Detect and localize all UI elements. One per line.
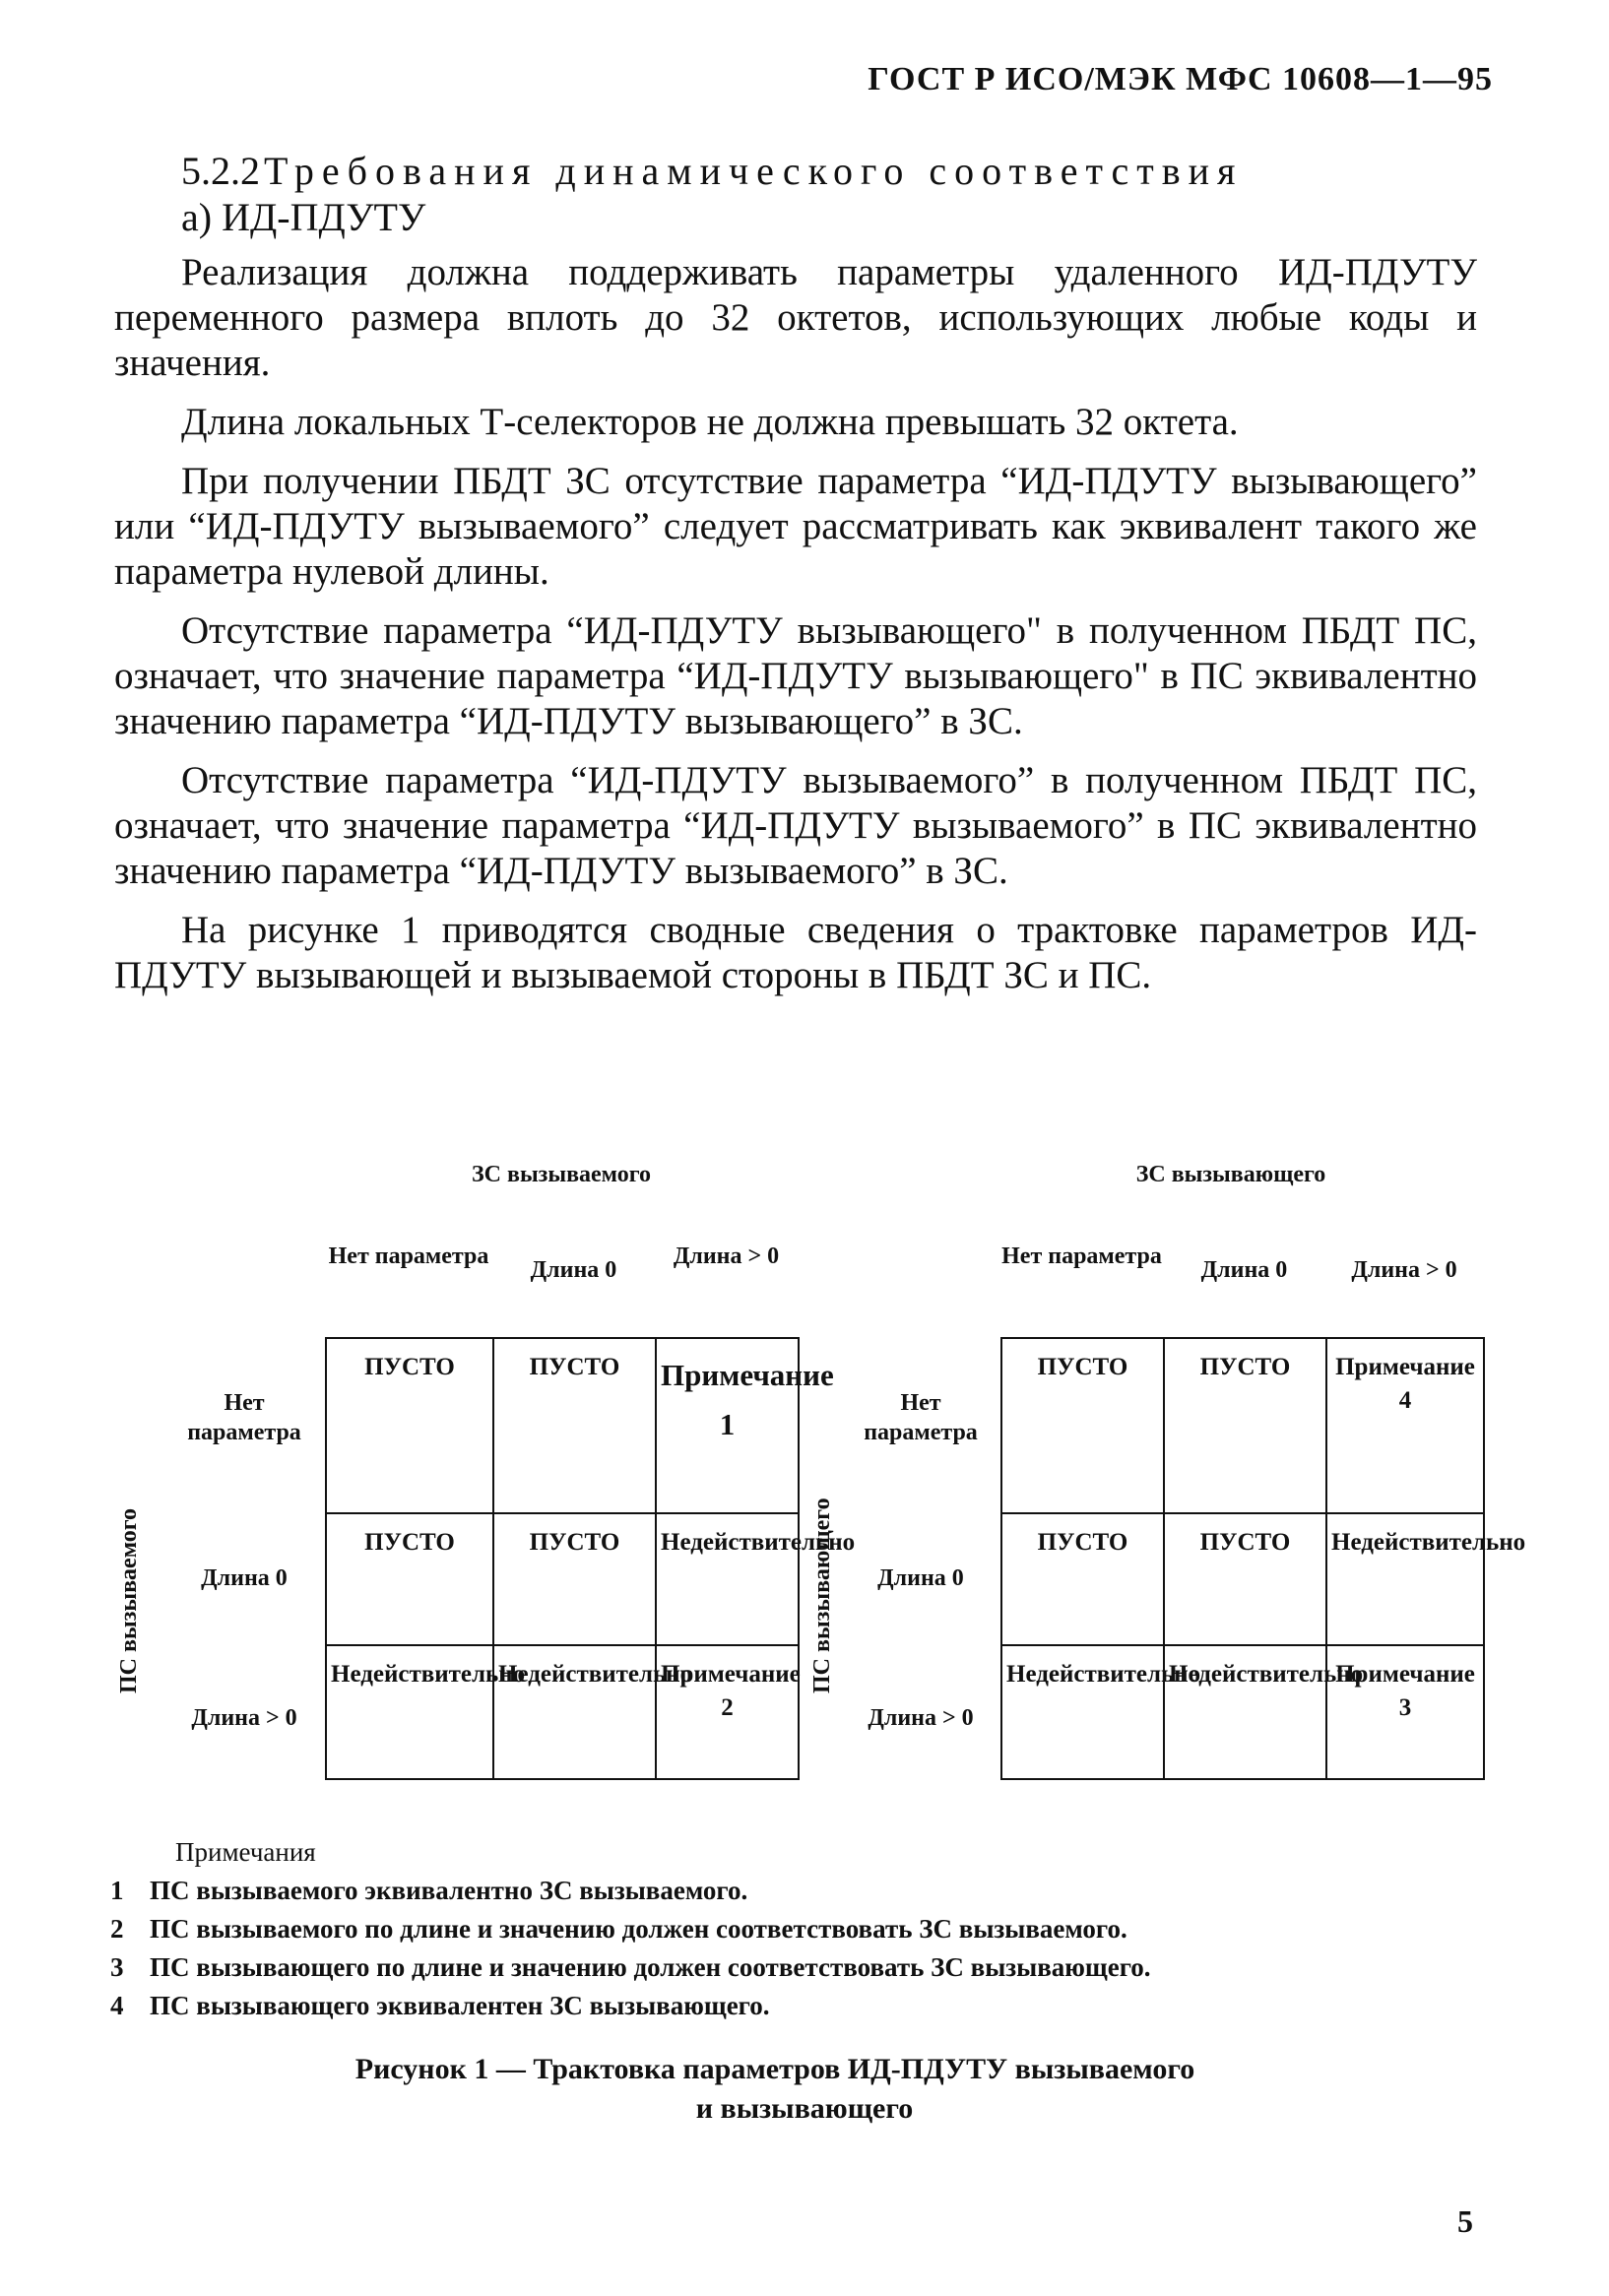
row-header: Длина > 0 <box>868 1705 974 1731</box>
col-header: Длина 0 <box>530 1257 617 1283</box>
table-cell: ПУСТО <box>1164 1338 1326 1513</box>
note-item <box>110 1948 1509 1987</box>
notes-title: Примечания <box>175 1837 316 1867</box>
note-number: 4 <box>110 1991 124 2020</box>
table-cell: Недействительно <box>326 1645 493 1779</box>
table-cell: ПУСТО <box>326 1338 493 1513</box>
paragraph: Реализация должна поддерживать параметры удаленного ИД-ПДУТУ переменного размера вплоть до 32 октетов, использующих любые коды и значения. <box>114 251 1477 384</box>
table-cell: Недействительно <box>656 1513 799 1645</box>
table-cell: ПУСТО <box>1001 1513 1164 1645</box>
caption-line: Рисунок 1 — Трактовка параметров ИД-ПДУТУ вызываемого <box>354 2053 1195 2085</box>
notes <box>110 1833 1509 2025</box>
section-number: 5.2.2 <box>181 149 260 193</box>
side-label: ПС вызывающего <box>809 1498 835 1693</box>
note-text: ПС вызывающего по длине и значению должен соответствовать ЗС вызывающего. <box>150 1952 1151 1982</box>
table-cell: ПУСТО <box>1001 1338 1164 1513</box>
paragraph: На рисунке 1 приводятся сводные сведения о трактовке параметров ИД-ПДУТУ вызывающей и вызываемой стороны в ПБДТ ЗС и ПС. <box>114 909 1477 996</box>
section-title: Требования динамического соответствия <box>264 149 1244 193</box>
note-number: 3 <box>110 1952 124 1982</box>
table-cell: Недействительно <box>1326 1513 1484 1645</box>
body-text <box>114 148 1477 1012</box>
row-header: Длина 0 <box>877 1565 964 1591</box>
document-header: ГОСТ Р ИСО/МЭК МФС 10608—1—95 <box>868 61 1493 97</box>
col-header: Длина > 0 <box>673 1244 780 1269</box>
section-heading <box>114 148 1477 195</box>
note-number: 2 <box>110 1914 124 1944</box>
caption-line: и вызывающего <box>695 2092 914 2125</box>
col-header: Длина 0 <box>1200 1257 1288 1283</box>
table-cell: Недействительно <box>493 1645 656 1779</box>
table-cell: Недействительно <box>1001 1645 1164 1779</box>
page-number: 5 <box>1457 2203 1473 2239</box>
note-text: ПС вызывающего эквивалентен ЗС вызывающего. <box>150 1991 770 2020</box>
note-text: ПС вызываемого по длине и значению должен соответствовать ЗС вызываемого. <box>150 1914 1127 1944</box>
table-cell: Примечание 3 <box>1326 1645 1484 1779</box>
paragraph: Отсутствие параметра “ИД-ПДУТУ вызывающего" в полученном ПБДТ ПС, означает, что значение параметра “ИД-ПДУТУ вызывающего" в ПС эквивалентно значению параметра “ИД-ПДУТУ вызывающего” в ЗС. <box>114 609 1477 742</box>
col-header: Длина > 0 <box>1351 1257 1457 1283</box>
row-header: Нет параметра <box>864 1390 978 1445</box>
paragraph: Отсутствие параметра “ИД-ПДУТУ вызываемого” в полученном ПБДТ ПС, означает, что значение параметра “ИД-ПДУТУ вызываемого” в ПС эквивалентно значению параметра “ИД-ПДУТУ вызываемого” в ЗС. <box>114 759 1477 892</box>
table-cell: ПУСТО <box>493 1338 656 1513</box>
figure-right-title: ЗС вызывающего <box>1135 1162 1326 1187</box>
row-header: Длина 0 <box>201 1565 288 1591</box>
table-cell: Примечание 1 <box>656 1338 799 1513</box>
figure-left-title: ЗС вызываемого <box>471 1162 652 1187</box>
figure-caption <box>0 2050 1609 2129</box>
side-label: ПС вызываемого <box>116 1507 142 1693</box>
note-item <box>110 1910 1509 1948</box>
col-header: Нет параметра <box>328 1244 489 1269</box>
col-header: Нет параметра <box>1001 1244 1162 1269</box>
note-item <box>110 1987 1509 2025</box>
table-cell: Примечание 4 <box>1326 1338 1484 1513</box>
subsection-heading: а) ИД-ПДУТУ <box>181 195 426 239</box>
paragraph: Длина локальных Т-селекторов не должна превышать 32 октета. <box>181 401 1239 443</box>
row-header: Нет параметра <box>187 1390 301 1445</box>
table-cell: Недействительно <box>1164 1645 1326 1779</box>
note-item <box>110 1872 1509 1910</box>
table-cell: ПУСТО <box>1164 1513 1326 1645</box>
note-number: 1 <box>110 1876 124 1905</box>
interpretation-table-right <box>1000 1337 1526 1780</box>
row-header: Длина > 0 <box>191 1705 297 1731</box>
table-cell: ПУСТО <box>326 1513 493 1645</box>
paragraph: При получении ПБДТ ЗС отсутствие параметра “ИД-ПДУТУ вызывающего” или “ИД-ПДУТУ вызываемого” следует рассматривать как эквивалент такого же параметра нулевой длины. <box>114 460 1477 593</box>
note-text: ПС вызываемого эквивалентно ЗС вызываемого. <box>150 1876 748 1905</box>
table-cell: Примечание 2 <box>656 1645 799 1779</box>
table-cell: ПУСТО <box>493 1513 656 1645</box>
